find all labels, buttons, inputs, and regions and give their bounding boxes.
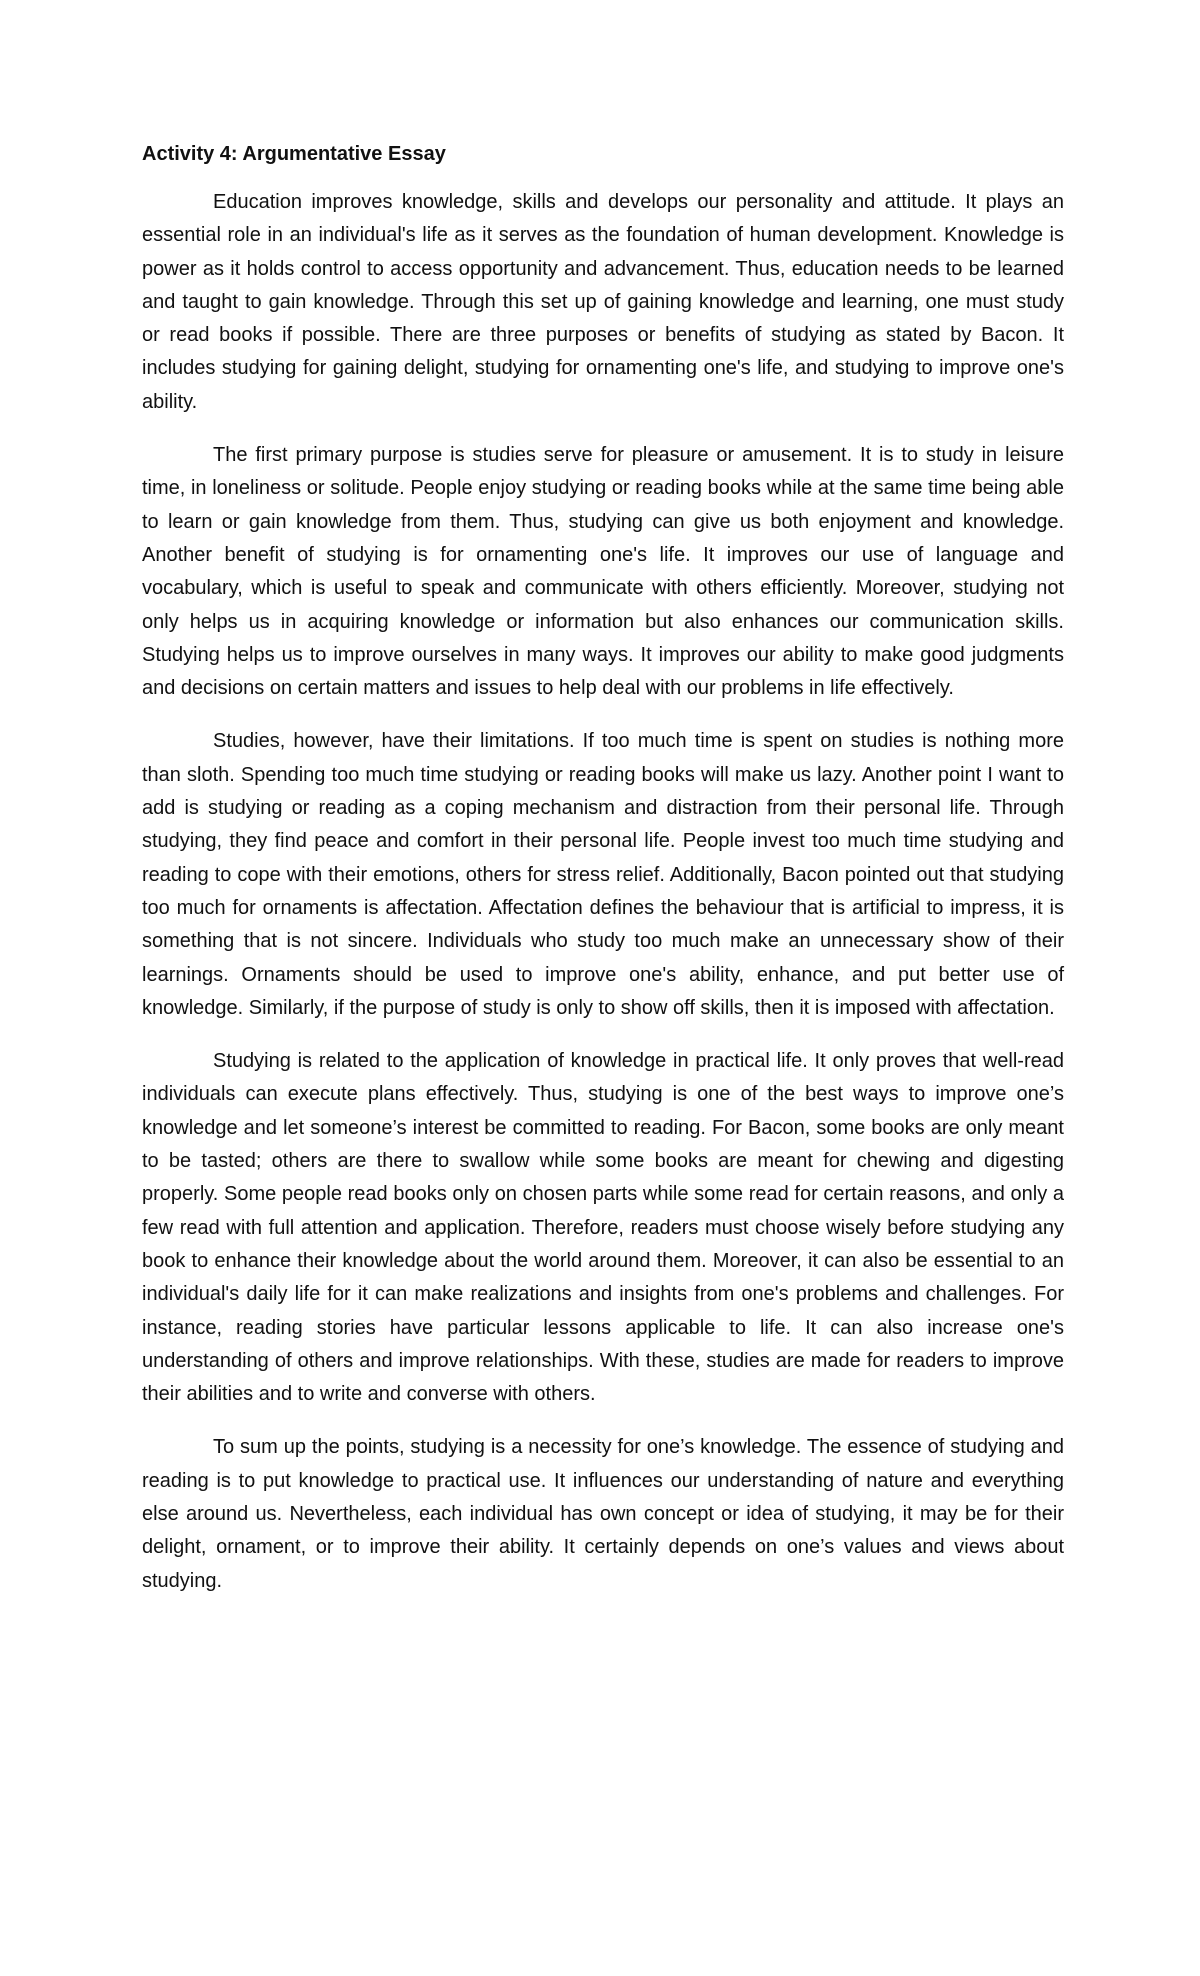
paragraph-introduction: Education improves knowledge, skills and develops our personality and attitude. It plays an essential role in an individual's life as it serves as the foundation of human development. Knowledge is power as it holds control to access opportunity and advancement. Thus, education needs to be learned and taught to gain knowledge. Through this set up of gaining knowledge and learning, one must study or read books if possible. There are three purposes or benefits of studying as stated by Bacon. It includes studying for gaining delight, studying for ornamenting one's life, and studying to improve one's ability. [142, 191, 1064, 413]
document-page [142, 138, 1064, 1618]
essay-title: Activity 4: Argumentative Essay [142, 143, 446, 165]
paragraph-conclusion: To sum up the points, studying is a necessity for one’s knowledge. The essence of studying and reading is to put knowledge to practical use. It influences our understanding of nature and everything else around us. Nevertheless, each individual has own concept or idea of studying, it may be for their delight, ornament, or to improve their ability. It certainly depends on one’s values and views about studying. [142, 1436, 1064, 1592]
paragraph-application: Studying is related to the application of knowledge in practical life. It only proves that well-read individuals can execute plans effectively. Thus, studying is one of the best ways to improve one’s knowledge and let someone’s interest be committed to reading. For Bacon, some books are only meant to be tasted; others are there to swallow while some books are meant for chewing and digesting properly. Some people read books only on chosen parts while some read for certain reasons, and only a few read with full attention and application. Therefore, readers must choose wisely before studying any book to enhance their knowledge about the world around them. Moreover, it can also be essential to an individual's daily life for it can make realizations and insights from one's problems and challenges. For instance, reading stories have particular lessons applicable to life. It can also increase one's understanding of others and improve relationships. With these, studies are made for readers to improve their abilities and to write and converse with others. [142, 1050, 1064, 1406]
paragraph-purposes: The first primary purpose is studies serve for pleasure or amusement. It is to study in leisure time, in loneliness or solitude. People enjoy studying or reading books while at the same time being able to learn or gain knowledge from them. Thus, studying can give us both enjoyment and knowledge. Another benefit of studying is for ornamenting one's life. It improves our use of language and vocabulary, which is useful to speak and communicate with others efficiently. Moreover, studying not only helps us in acquiring knowledge or information but also enhances our communication skills. Studying helps us to improve ourselves in many ways. It improves our ability to make good judgments and decisions on certain matters and issues to help deal with our problems in life effectively. [142, 444, 1064, 700]
paragraph-limitations: Studies, however, have their limitations. If too much time is spent on studies is nothing more than sloth. Spending too much time studying or reading books will make us lazy. Another point I want to add is studying or reading as a coping mechanism and distraction from their personal life. Through studying, they find peace and comfort in their personal life. People invest too much time studying and reading to cope with their emotions, others for stress relief. Additionally, Bacon pointed out that studying too much for ornaments is affectation. Affectation defines the behaviour that is artificial to impress, it is something that is not sincere. Individuals who study too much make an unnecessary show of their learnings. Ornaments should be used to improve one's ability, enhance, and put better use of knowledge. Similarly, if the purpose of study is only to show off skills, then it is imposed with affectation. [142, 730, 1064, 1019]
